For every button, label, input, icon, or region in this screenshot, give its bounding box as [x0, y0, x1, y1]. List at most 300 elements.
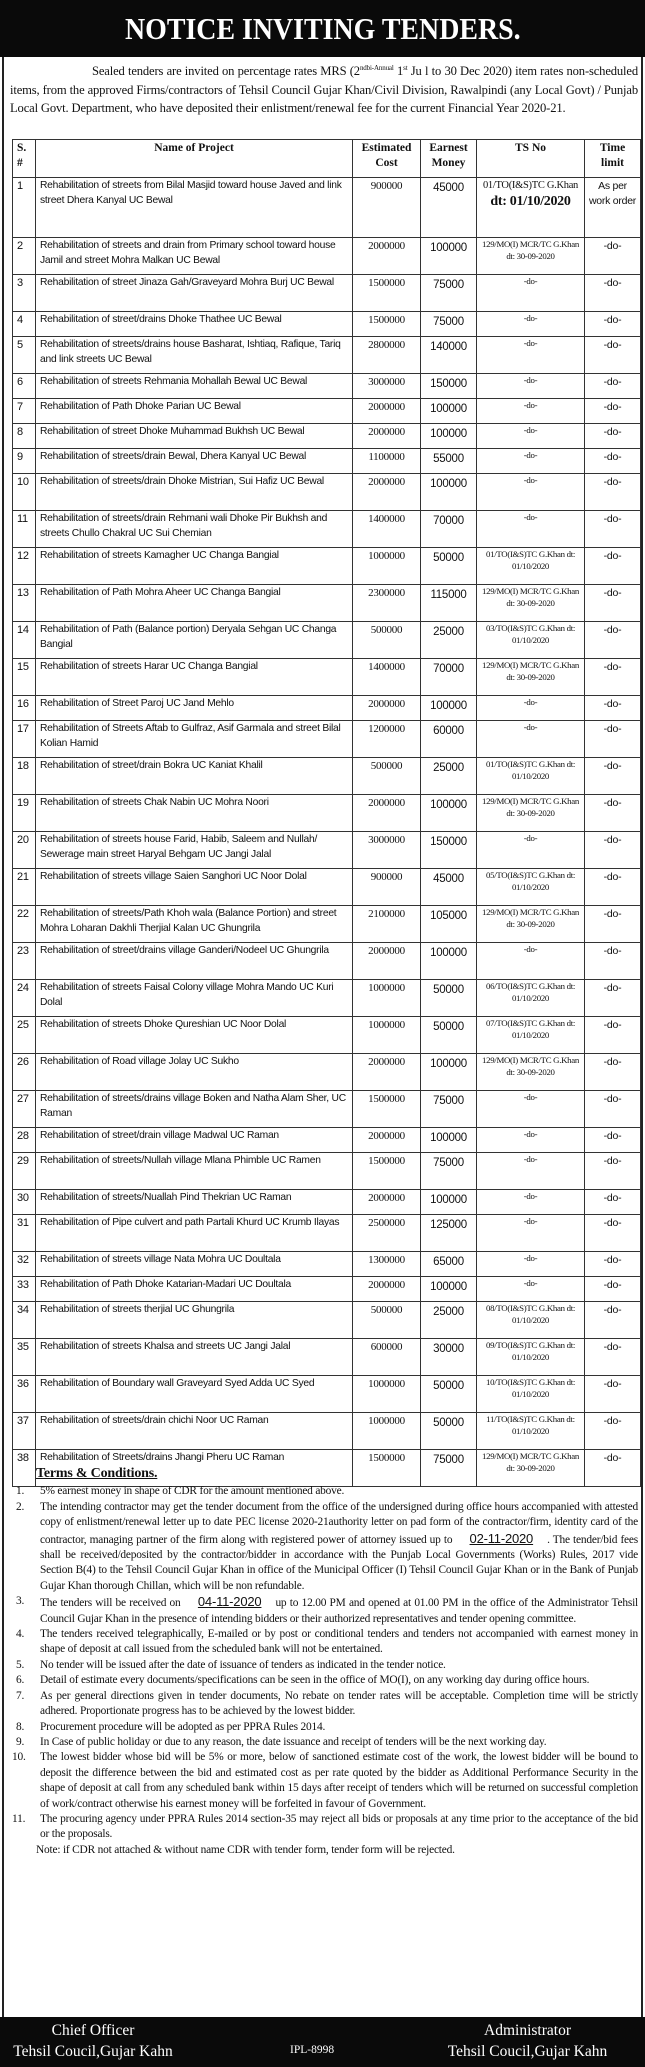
cell-project: Rehabilitation of streets and drain from Primary school toward house Jamil and street Mohra Malkan UC Bewal: [36, 238, 353, 275]
cell-time-limit: -do-: [585, 1277, 641, 1302]
cell-estimated-cost: 2000000: [353, 943, 421, 980]
cell-estimated-cost: 1000000: [353, 1413, 421, 1450]
table-row: [13, 474, 641, 511]
cell-estimated-cost: 1500000: [353, 1091, 421, 1128]
cell-project: Rehabilitation of streets/Path Khoh wala (Balance Portion) and street Mohra Loharan Dakhli Therjial Kalan UC Ghungrila: [36, 906, 353, 943]
table-row: [13, 399, 641, 424]
cell-earnest-money: 100000: [421, 1054, 477, 1091]
cell-project: Rehabilitation of streets therjial UC Ghungrila: [36, 1302, 353, 1339]
cell-estimated-cost: 2000000: [353, 1190, 421, 1215]
cell-project: Rehabilitation of Road village Jolay UC Sukho: [36, 1054, 353, 1091]
terms-item: [14, 1673, 638, 1688]
cell-earnest-money: 25000: [421, 1302, 477, 1339]
table-row: [13, 869, 641, 906]
cell-ts-no: -do-: [477, 511, 585, 548]
cell-earnest-money: 100000: [421, 424, 477, 449]
terms-date-blank: 02-11-2020: [469, 1530, 534, 1546]
table-row: [13, 1339, 641, 1376]
cell-ts-no: 11/TO(I&S)TC G.Khan dt: 01/10/2020: [477, 1413, 585, 1450]
cell-sno: 28: [13, 1128, 36, 1153]
cell-ts-no: -do-: [477, 1277, 585, 1302]
cell-time-limit: -do-: [585, 1376, 641, 1413]
table-row: [13, 1302, 641, 1339]
cell-earnest-money: 50000: [421, 1017, 477, 1054]
cell-sno: 23: [13, 943, 36, 980]
table-row: [13, 585, 641, 622]
table-row: [13, 1252, 641, 1277]
table-row: [13, 548, 641, 585]
cell-estimated-cost: 1000000: [353, 1376, 421, 1413]
table-row: [13, 1091, 641, 1128]
cell-project: Rehabilitation of Streets Aftab to Gulfraz, Asif Garmala and street Bilal Kolian Hamid: [36, 721, 353, 758]
terms-item-text: . The tender/bid fees shall be received/deposited by the contractor/bidder in accordance with the Punjab Local Governments (Works) Rules, 2017 vide Section B(4) to the Tehsil Council Gujar Khan in office of the Municipal Officer (I) Tehsil Council Gujar Khan or in the Bank of Punjab Gujar Khan thorough Chillan, which will be non refundable.: [40, 1533, 638, 1592]
cell-ts-no: 05/TO(I&S)TC G.Khan dt: 01/10/2020: [477, 869, 585, 906]
cell-time-limit: -do-: [585, 1450, 641, 1487]
cell-project: Rehabilitation of street/drains village Ganderi/Nodeel UC Ghungrila: [36, 943, 353, 980]
table-row: [13, 1376, 641, 1413]
cell-ts-no: 129/MO(I) MCR/TC G.Khan dt: 30-09-2020: [477, 659, 585, 696]
cell-sno: 34: [13, 1302, 36, 1339]
cell-ts-no: -do-: [477, 449, 585, 474]
cell-earnest-money: 100000: [421, 943, 477, 980]
cell-earnest-money: 60000: [421, 721, 477, 758]
cell-estimated-cost: 1500000: [353, 1450, 421, 1487]
table-row: [13, 1190, 641, 1215]
cell-ts-no: 129/MO(I) MCR/TC G.Khan dt: 30-09-2020: [477, 585, 585, 622]
cell-ts-no: [477, 178, 585, 238]
terms-item: [14, 1689, 638, 1720]
cell-ts-no: -do-: [477, 721, 585, 758]
terms-item-text: Procurement procedure will be adopted as per PPRA Rules 2014.: [40, 1720, 326, 1733]
cell-project: Rehabilitation of streets/drain Dhoke Mistrian, Sui Hafiz UC Bewal: [36, 474, 353, 511]
cell-earnest-money: 50000: [421, 1376, 477, 1413]
cell-sno: 38: [13, 1450, 36, 1487]
cell-ts-no: 06/TO(I&S)TC G.Khan dt: 01/10/2020: [477, 980, 585, 1017]
col-header-time: Time limit: [585, 140, 641, 178]
table-row: [13, 312, 641, 337]
cell-project: Rehabilitation of streets Dhoke Qureshian UC Noor Dolal: [36, 1017, 353, 1054]
cell-time-limit: -do-: [585, 832, 641, 869]
cell-estimated-cost: 500000: [353, 758, 421, 795]
cell-project: Rehabilitation of Boundary wall Graveyard Syed Adda UC Syed: [36, 1376, 353, 1413]
terms-item: [14, 1720, 638, 1735]
table-row: [13, 1277, 641, 1302]
cell-project: Rehabilitation of streets/drain Bewal, Dhera Kanyal UC Bewal: [36, 449, 353, 474]
cell-earnest-money: 100000: [421, 795, 477, 832]
cell-sno: 22: [13, 906, 36, 943]
cell-project: Rehabilitation of street Dhoke Muhammad Bukhsh UC Bewal: [36, 424, 353, 449]
cell-ts-no: -do-: [477, 337, 585, 374]
cell-sno: 36: [13, 1376, 36, 1413]
cell-sno: 32: [13, 1252, 36, 1277]
intro-sup-1: ndbi-Annual: [359, 63, 394, 72]
cell-sno: 35: [13, 1339, 36, 1376]
intro-text-2: 1: [393, 64, 404, 78]
cell-estimated-cost: 2000000: [353, 795, 421, 832]
cell-earnest-money: 30000: [421, 1339, 477, 1376]
table-row: [13, 275, 641, 312]
cell-ts-no: -do-: [477, 1128, 585, 1153]
cell-estimated-cost: 1200000: [353, 721, 421, 758]
table-row: [13, 795, 641, 832]
cell-time-limit: -do-: [585, 1302, 641, 1339]
cell-sno: 13: [13, 585, 36, 622]
cell-ts-no: 08/TO(I&S)TC G.Khan dt: 01/10/2020: [477, 1302, 585, 1339]
cell-earnest-money: 100000: [421, 1277, 477, 1302]
terms-item: [14, 1750, 638, 1812]
cell-earnest-money: 50000: [421, 980, 477, 1017]
cell-project: Rehabilitation of streets Faisal Colony village Mohra Mando UC Kuri Dolal: [36, 980, 353, 1017]
terms-item-text: 5% earnest money in shape of CDR for the amount mentioned above.: [40, 1485, 345, 1498]
cell-estimated-cost: 1500000: [353, 275, 421, 312]
cell-time-limit: -do-: [585, 511, 641, 548]
ts-date: dt: 01/10/2020: [490, 194, 571, 209]
cell-estimated-cost: 500000: [353, 1302, 421, 1339]
cell-ts-no: -do-: [477, 1252, 585, 1277]
cell-ts-no: 01/TO(I&S)TC G.Khan dt: 01/10/2020: [477, 548, 585, 585]
cell-estimated-cost: 900000: [353, 178, 421, 238]
table-row: [13, 337, 641, 374]
cell-project: Rehabilitation of streets Khalsa and streets UC Jangi Jalal: [36, 1339, 353, 1376]
cell-sno: 33: [13, 1277, 36, 1302]
cell-ts-no: -do-: [477, 424, 585, 449]
cell-project: Rehabilitation of streets Rehmania Mohallah Bewal UC Bewal: [36, 374, 353, 399]
terms-item-text: up to 12.00 PM and opened at 01.00 PM in the office of the Administrator Tehsil Council Gujar Khan in the presence of intending bidders or their authorized representatives and tender opening committee.: [40, 1597, 639, 1625]
table-row: [13, 943, 641, 980]
cell-estimated-cost: 3000000: [353, 374, 421, 399]
terms-list: [14, 1484, 638, 1842]
cell-project: Rehabilitation of Path (Balance portion) Deryala Sehgan UC Changa Bangial: [36, 622, 353, 659]
cell-earnest-money: 100000: [421, 1190, 477, 1215]
cell-earnest-money: 75000: [421, 1153, 477, 1190]
table-row: [13, 832, 641, 869]
cell-earnest-money: 75000: [421, 1450, 477, 1487]
cell-earnest-money: 115000: [421, 585, 477, 622]
cell-sno: 11: [13, 511, 36, 548]
cell-earnest-money: 100000: [421, 696, 477, 721]
cell-project: Rehabilitation of Pipe culvert and path Partali Khurd UC Krumb Ilayas: [36, 1215, 353, 1252]
cell-earnest-money: 75000: [421, 1091, 477, 1128]
table-row: [13, 622, 641, 659]
terms-item: [14, 1484, 638, 1499]
signature-footer: [0, 2017, 645, 2067]
cell-sno: 29: [13, 1153, 36, 1190]
cell-earnest-money: 25000: [421, 622, 477, 659]
cell-estimated-cost: 2000000: [353, 474, 421, 511]
cell-earnest-money: 100000: [421, 399, 477, 424]
table-header-row: [13, 140, 641, 178]
cell-project: Rehabilitation of streets/drains village Boken and Natha Alam Sher, UC Raman: [36, 1091, 353, 1128]
cell-project: Rehabilitation of Path Dhoke Parian UC Bewal: [36, 399, 353, 424]
cell-project: Rehabilitation of streets/drains house Basharat, Ishtiaq, Rafique, Tariq and link streets UC Bewal: [36, 337, 353, 374]
cell-project: Rehabilitation of street/drain village Madwal UC Raman: [36, 1128, 353, 1153]
cell-sno: 8: [13, 424, 36, 449]
cell-time-limit: -do-: [585, 424, 641, 449]
table-row: [13, 1128, 641, 1153]
cell-ts-no: -do-: [477, 1091, 585, 1128]
cell-estimated-cost: 1000000: [353, 980, 421, 1017]
cell-estimated-cost: 1400000: [353, 511, 421, 548]
cell-time-limit: -do-: [585, 585, 641, 622]
cell-project: Rehabilitation of streets village Nata Mohra UC Doultala: [36, 1252, 353, 1277]
cell-project: Rehabilitation of streets Kamagher UC Changa Bangial: [36, 548, 353, 585]
table-row: [13, 696, 641, 721]
table-row: [13, 1153, 641, 1190]
cell-estimated-cost: 1300000: [353, 1252, 421, 1277]
cell-ts-no: 03/TO(I&S)TC G.Khan dt: 01/10/2020: [477, 622, 585, 659]
cell-sno: 15: [13, 659, 36, 696]
terms-item-number: 7.: [16, 1689, 25, 1702]
cell-time-limit: -do-: [585, 622, 641, 659]
cell-time-limit: -do-: [585, 337, 641, 374]
cell-estimated-cost: 1000000: [353, 548, 421, 585]
cell-estimated-cost: 2000000: [353, 424, 421, 449]
cell-project: Rehabilitation of streets/drain Rehmani wali Dhoke Pir Bukhsh and streets Chullo Chakral UC Sui Chemian: [36, 511, 353, 548]
cell-ts-no: 129/MO(I) MCR/TC G.Khan dt: 30-09-2020: [477, 1054, 585, 1091]
cell-ts-no: 09/TO(I&S)TC G.Khan dt: 01/10/2020: [477, 1339, 585, 1376]
cell-sno: 19: [13, 795, 36, 832]
cell-project: Rehabilitation of street/drain Bokra UC Kaniat Khalil: [36, 758, 353, 795]
cell-earnest-money: 70000: [421, 659, 477, 696]
cell-time-limit: -do-: [585, 1252, 641, 1277]
cell-estimated-cost: 3000000: [353, 832, 421, 869]
cell-sno: 30: [13, 1190, 36, 1215]
signature-administrator: [420, 2020, 635, 2062]
cell-project: Rehabilitation of Path Mohra Aheer UC Changa Bangial: [36, 585, 353, 622]
signature-chief-officer: [8, 2020, 178, 2062]
ts-number: 01/TO(I&S)TC G.Khan: [482, 180, 578, 191]
cell-ts-no: -do-: [477, 399, 585, 424]
cell-project: Rehabilitation of Streets/drains Jhangi Pheru UC Raman: [36, 1450, 353, 1487]
cell-sno: 18: [13, 758, 36, 795]
cell-sno: 31: [13, 1215, 36, 1252]
cell-earnest-money: 50000: [421, 548, 477, 585]
cell-sno: 17: [13, 721, 36, 758]
notice-header: [0, 0, 645, 57]
cell-earnest-money: 45000: [421, 869, 477, 906]
cell-project: Rehabilitation of streets/Nullah village Mlana Phimble UC Ramen: [36, 1153, 353, 1190]
cell-estimated-cost: 2300000: [353, 585, 421, 622]
cell-time-limit: -do-: [585, 1413, 641, 1450]
terms-item-number: 11.: [12, 1812, 26, 1825]
cell-time-limit: -do-: [585, 721, 641, 758]
terms-item: [14, 1594, 638, 1627]
cell-earnest-money: 100000: [421, 1128, 477, 1153]
col-header-cost: Estimated Cost: [353, 140, 421, 178]
cell-time-limit: -do-: [585, 795, 641, 832]
cell-time-limit: -do-: [585, 1128, 641, 1153]
cell-time-limit: -do-: [585, 1091, 641, 1128]
terms-item-number: 1.: [16, 1485, 25, 1498]
cell-time-limit: -do-: [585, 1017, 641, 1054]
terms-item: [14, 1500, 638, 1594]
cell-sno: 24: [13, 980, 36, 1017]
cell-project: Rehabilitation of streets/Nuallah Pind Thekrian UC Raman: [36, 1190, 353, 1215]
cell-sno: 6: [13, 374, 36, 399]
cell-project: Rehabilitation of Street Paroj UC Jand Mehlo: [36, 696, 353, 721]
terms-item-number: 6.: [16, 1674, 25, 1687]
cell-ts-no: 129/MO(I) MCR/TC G.Khan dt: 30-09-2020: [477, 238, 585, 275]
cell-sno: 16: [13, 696, 36, 721]
cell-sno: 14: [13, 622, 36, 659]
cell-ts-no: -do-: [477, 943, 585, 980]
terms-item-number: 2.: [16, 1500, 25, 1513]
cell-earnest-money: 150000: [421, 374, 477, 399]
terms-item-number: 5.: [16, 1658, 25, 1671]
terms-item-number: 9.: [16, 1735, 25, 1748]
cell-project: Rehabilitation of street Jinaza Gah/Graveyard Mohra Burj UC Bewal: [36, 275, 353, 312]
cell-project: Rehabilitation of Path Dhoke Katarian-Madari UC Doultala: [36, 1277, 353, 1302]
table-row: [13, 980, 641, 1017]
terms-item-text: The procuring agency under PPRA Rules 2014 section-35 may reject all bids or proposals at any time prior to the acceptance of the bid or the proposals.: [40, 1812, 638, 1841]
cell-earnest-money: 45000: [421, 178, 477, 238]
cell-sno: 9: [13, 449, 36, 474]
cell-project: Rehabilitation of streets from Bilal Masjid toward house Javed and link street Dhera Kanyal UC Bewal: [36, 178, 353, 238]
cell-sno: 4: [13, 312, 36, 337]
col-header-project: Name of Project: [36, 140, 353, 178]
cell-earnest-money: 100000: [421, 238, 477, 275]
table-row: [13, 1054, 641, 1091]
terms-section: [14, 1466, 638, 1858]
cell-earnest-money: 55000: [421, 449, 477, 474]
cell-ts-no: 129/MO(I) MCR/TC G.Khan dt: 30-09-2020: [477, 795, 585, 832]
cell-sno: 5: [13, 337, 36, 374]
terms-item-number: 3.: [16, 1595, 25, 1608]
cell-time-limit: -do-: [585, 449, 641, 474]
cell-sno: 12: [13, 548, 36, 585]
terms-item: [14, 1735, 638, 1750]
table-row: [13, 1413, 641, 1450]
cell-time-limit: -do-: [585, 659, 641, 696]
cell-ts-no: 07/TO(I&S)TC G.Khan dt: 01/10/2020: [477, 1017, 585, 1054]
intro-sup-2: st: [403, 63, 408, 72]
cell-ts-no: 01/TO(I&S)TC G.Khan dt: 01/10/2020: [477, 758, 585, 795]
cell-estimated-cost: 600000: [353, 1339, 421, 1376]
cell-time-limit: -do-: [585, 869, 641, 906]
cell-estimated-cost: 1500000: [353, 1153, 421, 1190]
cell-ts-no: -do-: [477, 1153, 585, 1190]
cell-time-limit: -do-: [585, 1153, 641, 1190]
cell-earnest-money: 70000: [421, 511, 477, 548]
cell-earnest-money: 75000: [421, 312, 477, 337]
tender-table: [12, 139, 641, 1487]
cell-estimated-cost: 2000000: [353, 1277, 421, 1302]
terms-item-text: As per general directions given in tender documents, No rebate on tender rates will be acceptable. Completion time will be strictly adhered. Proportionate progress has to be achieved by the lowest bidder.: [40, 1689, 638, 1718]
cell-time-limit: -do-: [585, 399, 641, 424]
cell-time-limit: -do-: [585, 980, 641, 1017]
cell-estimated-cost: 500000: [353, 622, 421, 659]
administrator-org: Tehsil Coucil,Gujar Kahn: [447, 2043, 608, 2060]
cell-sno: 20: [13, 832, 36, 869]
cell-estimated-cost: 900000: [353, 869, 421, 906]
table-row: [13, 424, 641, 449]
cell-earnest-money: 75000: [421, 275, 477, 312]
table-row: [13, 374, 641, 399]
cell-estimated-cost: 1000000: [353, 1017, 421, 1054]
terms-item-text: Detail of estimate every documents/specifications can be seen in the office of MO(I), on any working day during office hours.: [40, 1674, 590, 1687]
cell-estimated-cost: 1100000: [353, 449, 421, 474]
cell-project: Rehabilitation of streets house Farid, Habib, Saleem and Nullah/ Sewerage main street Haryal Behgam UC Jangi Jalal: [36, 832, 353, 869]
cell-estimated-cost: 1500000: [353, 312, 421, 337]
cell-estimated-cost: 1400000: [353, 659, 421, 696]
terms-item-number: 4.: [16, 1628, 25, 1641]
cell-time-limit: -do-: [585, 275, 641, 312]
cell-estimated-cost: 2000000: [353, 696, 421, 721]
cell-ts-no: 129/MO(I) MCR/TC G.Khan dt: 30-09-2020: [477, 1450, 585, 1487]
cell-earnest-money: 50000: [421, 1413, 477, 1450]
cell-ts-no: 129/MO(I) MCR/TC G.Khan dt: 30-09-2020: [477, 906, 585, 943]
cell-estimated-cost: 2100000: [353, 906, 421, 943]
cell-ts-no: 10/TO(I&S)TC G.Khan dt: 01/10/2020: [477, 1376, 585, 1413]
table-row: [13, 721, 641, 758]
cell-time-limit: -do-: [585, 906, 641, 943]
cell-sno: 1: [13, 178, 36, 238]
cell-time-limit: -do-: [585, 696, 641, 721]
intro-text-3: Ju l to 30 Dec 2020) item rates non-scheduled items, from the approved Firms/contractors of Tehsil Council Gujar Khan/Civil Division, Rawalpindi (any Local Govt) / Punjab Local Govt. Department, who have deposited their enlistment/renewal fee for the current Financial Year 2020-21.: [10, 64, 638, 115]
cell-estimated-cost: 2500000: [353, 1215, 421, 1252]
cell-sno: 37: [13, 1413, 36, 1450]
cell-time-limit: -do-: [585, 758, 641, 795]
table-row: [13, 449, 641, 474]
terms-date-blank: 04-11-2020: [197, 1594, 262, 1610]
cell-earnest-money: 65000: [421, 1252, 477, 1277]
cell-earnest-money: 25000: [421, 758, 477, 795]
cell-sno: 26: [13, 1054, 36, 1091]
table-row: [13, 238, 641, 275]
terms-item: [14, 1627, 638, 1658]
cell-estimated-cost: 2800000: [353, 337, 421, 374]
cell-ts-no: -do-: [477, 312, 585, 337]
cell-time-limit: -do-: [585, 548, 641, 585]
cell-estimated-cost: 2000000: [353, 1128, 421, 1153]
table-row: [13, 178, 641, 238]
terms-item-text: No tender will be issued after the date of issuance of tenders as indicated in the tender notice.: [40, 1658, 446, 1671]
terms-item: [14, 1658, 638, 1673]
table-row: [13, 758, 641, 795]
ipl-reference: IPL-8998: [290, 2044, 335, 2056]
table-row: [13, 659, 641, 696]
cell-sno: 10: [13, 474, 36, 511]
cell-project: Rehabilitation of streets village Saien Sanghori UC Noor Dolal: [36, 869, 353, 906]
col-header-earnest: Earnest Money: [421, 140, 477, 178]
cell-estimated-cost: 2000000: [353, 238, 421, 275]
cell-earnest-money: 125000: [421, 1215, 477, 1252]
terms-note: Note: if CDR not attached & without name CDR with tender form, tender form will be rejected.: [36, 1843, 455, 1856]
cell-sno: 2: [13, 238, 36, 275]
cell-time-limit: -do-: [585, 1190, 641, 1215]
table-row: [13, 511, 641, 548]
cell-sno: 7: [13, 399, 36, 424]
administrator-title: Administrator: [484, 2022, 571, 2039]
cell-time-limit: -do-: [585, 1339, 641, 1376]
terms-item-number: 8.: [16, 1720, 25, 1733]
terms-item-text: The intending contractor may get the tender document from the office of the undersigned during office hours accompanied with attested copy of enlistment/renewal letter up to date PEC license 2020-21authority letter on pad form of the contractor/firm, identity card of the contractor, managing partner of the firm along with registered power of attorney issued up to: [40, 1500, 638, 1546]
cell-time-limit: -do-: [585, 474, 641, 511]
notice-title: NOTICE INVITING TENDERS.: [124, 11, 521, 46]
cell-project: Rehabilitation of street/drains Dhoke Thathee UC Bewal: [36, 312, 353, 337]
cell-sno: 3: [13, 275, 36, 312]
intro-paragraph: [10, 62, 638, 118]
terms-item-number: 10.: [12, 1751, 26, 1764]
table-row: [13, 1215, 641, 1252]
cell-ts-no: -do-: [477, 275, 585, 312]
cell-earnest-money: 105000: [421, 906, 477, 943]
cell-earnest-money: 100000: [421, 474, 477, 511]
cell-time-limit: -do-: [585, 374, 641, 399]
cell-time-limit: -do-: [585, 1054, 641, 1091]
cell-ts-no: -do-: [477, 474, 585, 511]
terms-heading: Terms & Conditions.: [36, 1466, 158, 1481]
